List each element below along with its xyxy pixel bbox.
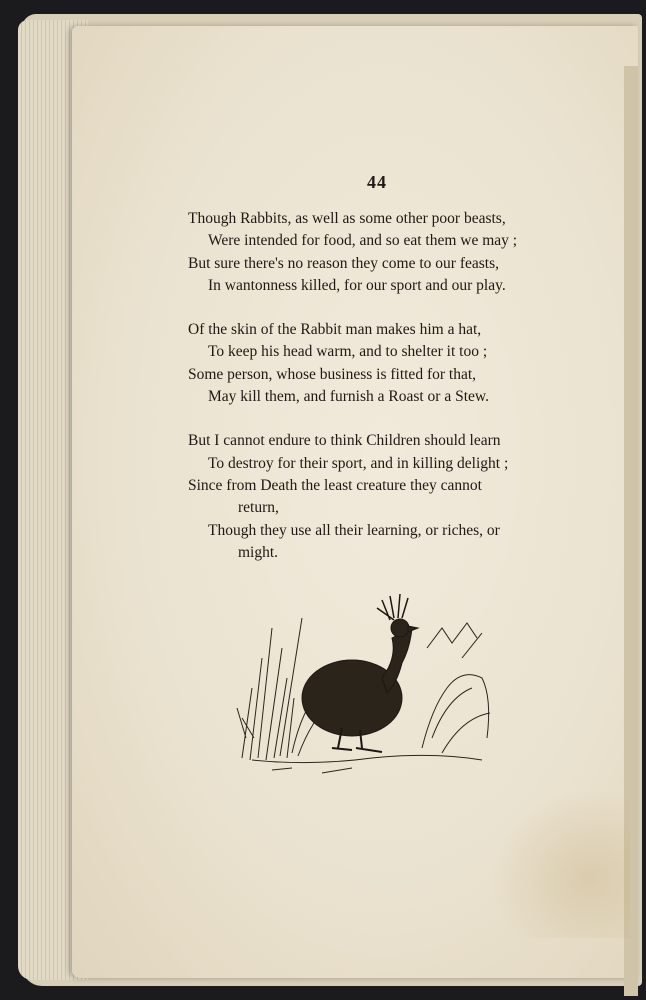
poem-line: Since from Death the least creature they cannot [188,476,482,494]
ground [252,755,482,773]
poem-line: To destroy for their sport, and in killing delight ; [208,454,509,472]
poem-line: Of the skin of the Rabbit man makes him a hat, [188,321,482,339]
poem-line: return, [238,499,279,517]
poem [188,208,568,586]
poem-line: May kill them, and furnish a Roast or a Stew. [208,388,489,406]
bird-illustration [232,588,502,788]
poem-line: Some person, whose business is fitted for that, [188,365,477,383]
stanza-1 [188,208,568,297]
poem-line: Though they use all their learning, or riches, or [208,521,500,539]
poem-line: But I cannot endure to think Children should learn [188,432,501,450]
poem-line: To keep his head warm, and to shelter it too ; [208,343,488,361]
stanza-2 [188,319,568,408]
stanza-3 [188,430,568,564]
page-number: 44 [367,172,387,192]
page-stain [490,788,630,938]
poem-line: Though Rabbits, as well as some other poor beasts, [188,210,506,227]
poem-line: might. [238,543,279,561]
shrub-right [422,623,490,753]
poem-line: But sure there's no reason they come to our feasts, [188,254,499,272]
bird [302,594,418,752]
poem-line: Were intended for food, and so eat them we may ; [208,232,518,250]
poem-line: In wantonness killed, for our sport and our play. [208,276,506,294]
